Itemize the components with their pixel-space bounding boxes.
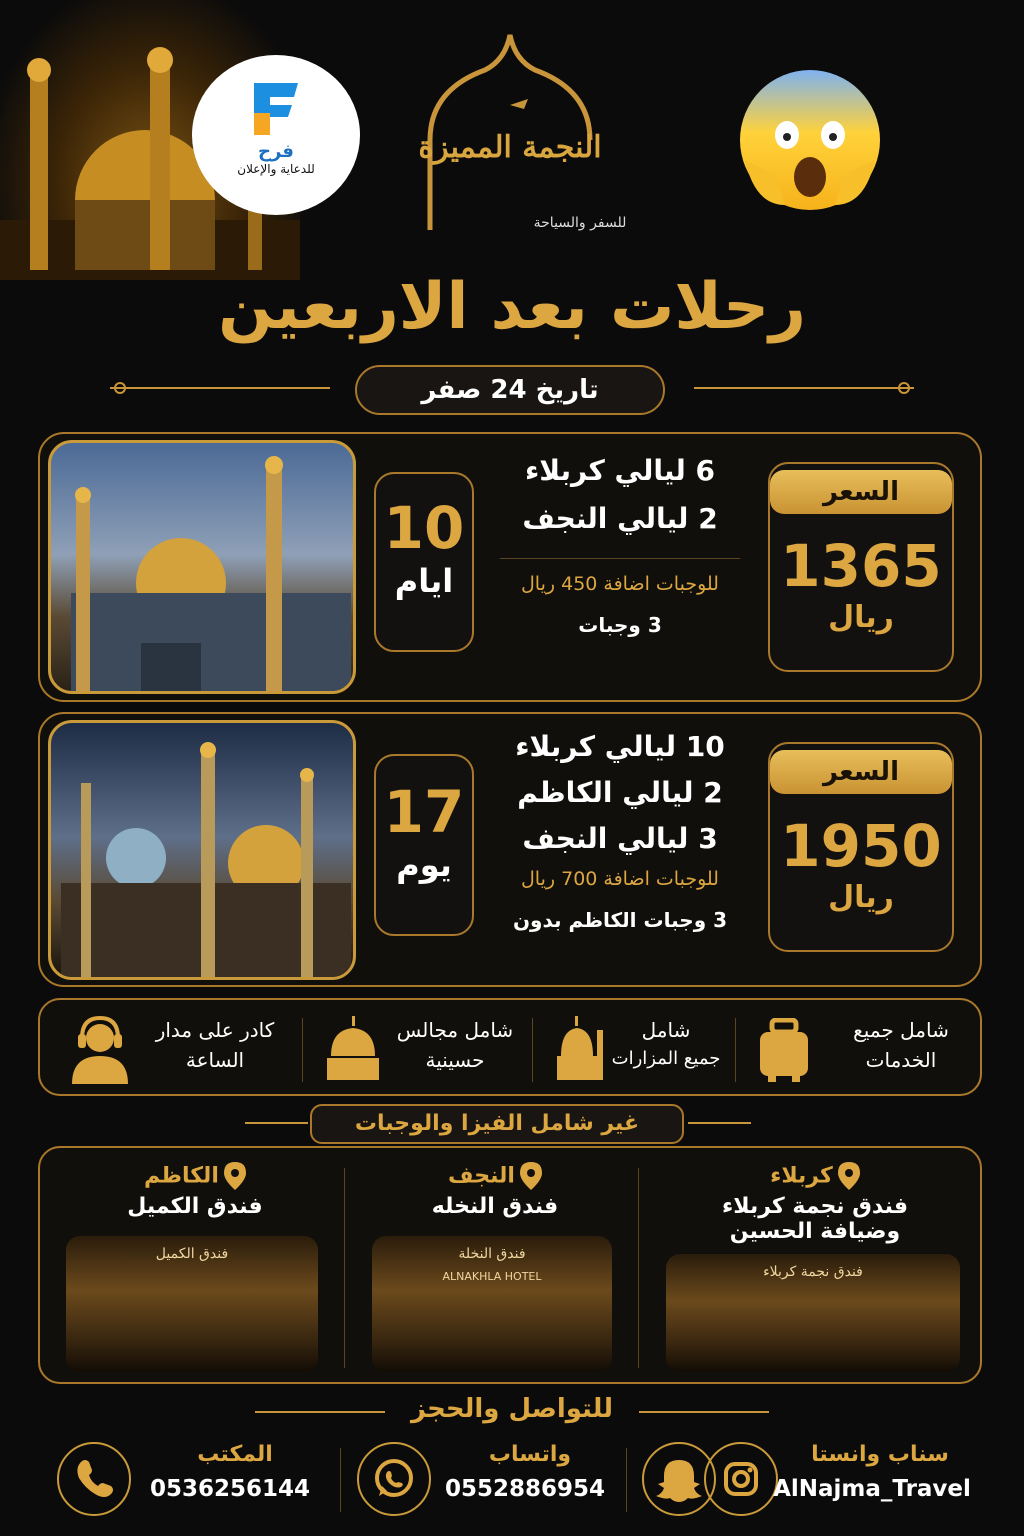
contact-heading: للتواصل والحجز [410, 1394, 614, 1424]
package-2-line-2: 2 ليالي الكاظم [517, 776, 723, 809]
package-2-duration-box [374, 754, 474, 936]
package-2-meals-addon: للوجبات اضافة 700 ريال [521, 868, 719, 890]
social-label: سناب وانستا [811, 1442, 949, 1467]
hotels-panel [38, 1146, 982, 1384]
whatsapp-number: 0552886954 [444, 1476, 606, 1502]
feature-item-staff [60, 1010, 290, 1088]
feature-3-text-1: شامل مجالس [396, 1018, 514, 1042]
hotel-kadhimiya-sign: فندق الكميل [155, 1246, 229, 1262]
feature-1-text-1: شامل جميع [853, 1018, 949, 1042]
shocked-face-emoji-icon [735, 65, 885, 215]
package-2-line-3: 3 ليالي النجف [522, 822, 718, 855]
ornament-visa-left-icon [240, 1113, 310, 1133]
headset-agent-icon [68, 1014, 132, 1088]
social-handle: AlNajma_Travel [773, 1476, 971, 1502]
location-pin-icon [520, 1162, 542, 1194]
package-2-details [490, 730, 750, 932]
ornament-right-icon [674, 378, 924, 398]
location-pin-icon [838, 1162, 860, 1194]
contact-whatsapp[interactable] [355, 1440, 615, 1520]
hotel-kadhimiya-name: فندق الكميل [127, 1194, 263, 1219]
ornament-left-icon [100, 378, 350, 398]
mosque-dome-icon [325, 1016, 381, 1086]
whatsapp-icon[interactable] [357, 1442, 431, 1516]
package-1-line-2: 2 ليالي النجف [522, 502, 718, 535]
package-1-details [490, 454, 750, 637]
ornament-visa-right-icon [686, 1113, 756, 1133]
feature-3-text-2: حسينية [425, 1048, 485, 1072]
agency-name: فرح [258, 141, 294, 162]
hotel-najaf[interactable] [360, 1162, 630, 1242]
agency-logo-icon [246, 73, 306, 143]
feature-item-shrines [545, 1010, 731, 1088]
phone-icon[interactable] [57, 1442, 131, 1516]
package-2-currency: ريال [828, 880, 894, 915]
hotel-kadhimiya-city: الكاظم [144, 1163, 219, 1189]
package-2-price-label: السعر [770, 750, 952, 794]
hotel-najaf-sign-en: ALNAKHLA HOTEL [442, 1270, 542, 1283]
hotel-najaf-photo [372, 1236, 612, 1372]
suitcase-icon [754, 1018, 814, 1088]
package-1-duration-number: 10 [383, 494, 465, 562]
package-1-price-box[interactable] [768, 462, 954, 672]
feature-item-services [750, 1010, 976, 1088]
package-2-shrine-photo [48, 720, 356, 980]
feature-2-text-2: جميع المزارات [611, 1048, 721, 1069]
office-label: المكتب [197, 1442, 273, 1467]
package-1-currency: ريال [828, 600, 894, 635]
package-1-meals-addon: للوجبات اضافة 450 ريال [521, 573, 719, 595]
hotel-kadhimiya-photo [66, 1236, 318, 1372]
package-1-meals: 3 وجبات [578, 613, 662, 637]
hotel-najaf-sign: فندق النخلة [458, 1246, 526, 1262]
visa-note-badge [310, 1104, 684, 1144]
package-2-price: 1950 [780, 812, 942, 880]
package-1-shrine-photo [48, 440, 356, 694]
hotel-kadhimiya[interactable] [60, 1162, 330, 1242]
hotel-karbala-name-1: فندق نجمة كربلاء [722, 1194, 908, 1219]
feature-4-text-1: كادر على مدار [155, 1018, 275, 1042]
package-card-1[interactable] [38, 432, 982, 702]
hotel-karbala-photo [666, 1254, 960, 1372]
package-2-meals: 3 وجبات الكاظم بدون [512, 908, 728, 932]
brand-logo-sub: للسفر والسياحة [533, 215, 627, 231]
feature-4-text-2: الساعة [185, 1048, 245, 1072]
hotel-karbala-sign: فندق نجمة كربلاء [763, 1264, 863, 1280]
office-number: 0536256144 [149, 1476, 311, 1502]
package-1-duration-box [374, 472, 474, 652]
date-label: تاريخ 24 صفر [421, 375, 599, 405]
visa-note: غير شامل الفيزا والوجبات [354, 1111, 640, 1136]
package-card-2[interactable] [38, 712, 982, 987]
shrine-icon [555, 1016, 605, 1086]
hotel-najaf-city: النجف [448, 1163, 515, 1189]
location-pin-icon [224, 1162, 246, 1194]
package-2-duration-unit: يوم [396, 846, 452, 884]
features-panel [38, 998, 982, 1096]
package-2-line-1: 10 ليالي كربلاء [515, 730, 725, 763]
page-title: رحلات بعد الاربعين [218, 270, 806, 344]
whatsapp-label: واتساب [488, 1442, 572, 1467]
agency-subtitle: للدعاية والإعلان [237, 162, 315, 176]
ornament-contact-right-icon [634, 1402, 774, 1422]
package-1-duration-unit: ايام [394, 562, 454, 600]
hotel-najaf-name: فندق النخله [431, 1194, 559, 1219]
package-2-price-box[interactable] [768, 742, 954, 952]
brand-logo [410, 30, 660, 240]
brand-logo-name: النجمة المميزة [418, 130, 602, 165]
ornament-contact-left-icon [250, 1402, 390, 1422]
hotel-karbala-city: كربلاء [770, 1163, 833, 1189]
package-1-line-1: 6 ليالي كربلاء [524, 454, 716, 487]
date-badge [355, 365, 665, 415]
feature-1-text-2: الخدمات [865, 1048, 937, 1072]
feature-item-majalis [315, 1010, 525, 1088]
agency-logo [192, 55, 360, 215]
contact-office[interactable] [55, 1440, 325, 1520]
package-1-price: 1365 [780, 532, 942, 600]
hotel-karbala-name-2: وضيافة الحسين [729, 1219, 901, 1244]
contact-social[interactable] [640, 1440, 980, 1520]
package-2-duration-number: 17 [383, 778, 465, 846]
package-1-price-label: السعر [770, 470, 952, 514]
feature-2-text-1: شامل [641, 1018, 691, 1042]
